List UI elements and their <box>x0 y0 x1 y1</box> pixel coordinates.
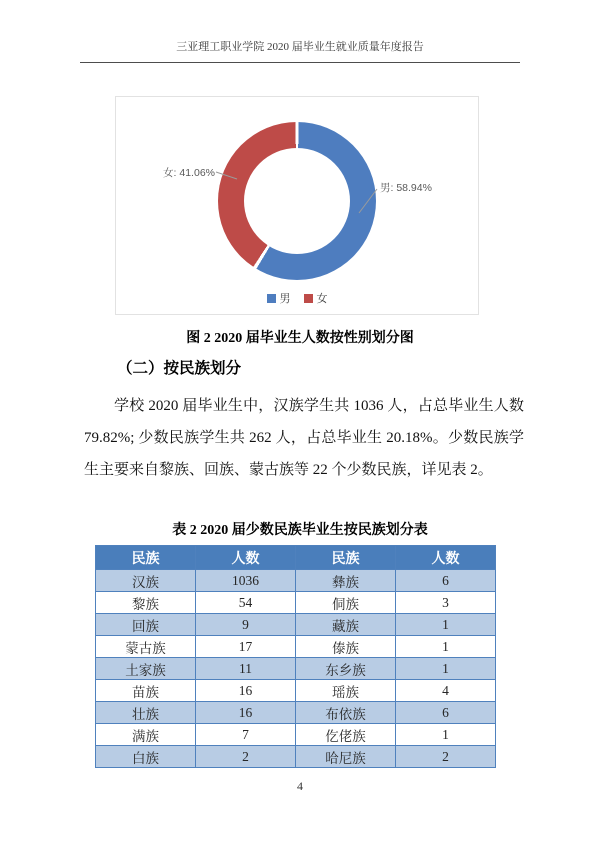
table-cell: 6 <box>396 702 496 724</box>
legend-item-male <box>267 290 291 306</box>
table-row <box>96 680 496 702</box>
donut-ring <box>218 122 376 280</box>
table-cell: 7 <box>196 724 296 746</box>
table-cell: 4 <box>396 680 496 702</box>
table-cell: 傣族 <box>296 636 396 658</box>
document-header-title: 三亚理工职业学院 2020 届毕业生就业质量年度报告 <box>80 38 520 63</box>
table-cell: 1 <box>396 614 496 636</box>
legend-swatch <box>267 294 276 303</box>
table-cell: 东乡族 <box>296 658 396 680</box>
table-cell: 1 <box>396 658 496 680</box>
section-heading: （二）按民族划分 <box>117 360 242 377</box>
table-cell: 瑶族 <box>296 680 396 702</box>
table-cell: 2 <box>196 746 296 768</box>
table-row <box>96 592 496 614</box>
table-cell: 17 <box>196 636 296 658</box>
male-data-label: 男: 58.94% <box>380 182 432 194</box>
table-cell: 6 <box>396 570 496 592</box>
chart-legend <box>116 290 478 306</box>
table-row <box>96 746 496 768</box>
table-cell: 16 <box>196 680 296 702</box>
table-cell: 11 <box>196 658 296 680</box>
table-cell: 3 <box>396 592 496 614</box>
table-row <box>96 702 496 724</box>
column-header: 民族 <box>96 546 196 570</box>
table-row <box>96 724 496 746</box>
table-cell: 54 <box>196 592 296 614</box>
table-row <box>96 658 496 680</box>
table-cell: 1 <box>396 724 496 746</box>
table-cell: 16 <box>196 702 296 724</box>
table-cell: 土家族 <box>96 658 196 680</box>
body-paragraph: 学校 2020 届毕业生中，汉族学生共 1036 人，占总毕业生人数 79.82%; 少数民族学生共 262 人，占总毕业生 20.18%。少数民族学生主要来自黎族、回族、蒙古族等 22 个少数民族，详见表 2。 <box>84 398 524 478</box>
table-cell: 2 <box>396 746 496 768</box>
female-data-label: 女: 41.06% <box>163 167 215 179</box>
table-cell: 壮族 <box>96 702 196 724</box>
table-cell: 布依族 <box>296 702 396 724</box>
column-header: 人数 <box>196 546 296 570</box>
table-cell: 满族 <box>96 724 196 746</box>
legend-label-male: 男 <box>279 293 291 305</box>
table-cell: 1 <box>396 636 496 658</box>
table-cell: 彝族 <box>296 570 396 592</box>
column-header: 民族 <box>296 546 396 570</box>
figure-caption: 图 2 2020 届毕业生人数按性别划分图 <box>186 331 414 346</box>
table-cell: 1036 <box>196 570 296 592</box>
gender-donut-chart <box>115 96 479 315</box>
ethnicity-table <box>95 545 496 768</box>
table-cell: 仡佬族 <box>296 724 396 746</box>
table-cell: 汉族 <box>96 570 196 592</box>
table-cell: 蒙古族 <box>96 636 196 658</box>
legend-label-female: 女 <box>316 293 328 305</box>
table-cell: 黎族 <box>96 592 196 614</box>
table-header-row <box>96 546 496 570</box>
table-cell: 哈尼族 <box>296 746 396 768</box>
table-cell: 回族 <box>96 614 196 636</box>
donut-hole <box>244 148 350 254</box>
table-cell: 白族 <box>96 746 196 768</box>
table-caption: 表 2 2020 届少数民族毕业生按民族划分表 <box>172 523 428 538</box>
legend-swatch <box>304 294 313 303</box>
table-cell: 9 <box>196 614 296 636</box>
table-cell: 苗族 <box>96 680 196 702</box>
column-header: 人数 <box>396 546 496 570</box>
table-cell: 侗族 <box>296 592 396 614</box>
table-row <box>96 570 496 592</box>
table-row <box>96 614 496 636</box>
table-cell: 藏族 <box>296 614 396 636</box>
page-number: 4 <box>297 779 303 793</box>
table-row <box>96 636 496 658</box>
legend-item-female <box>304 290 328 306</box>
